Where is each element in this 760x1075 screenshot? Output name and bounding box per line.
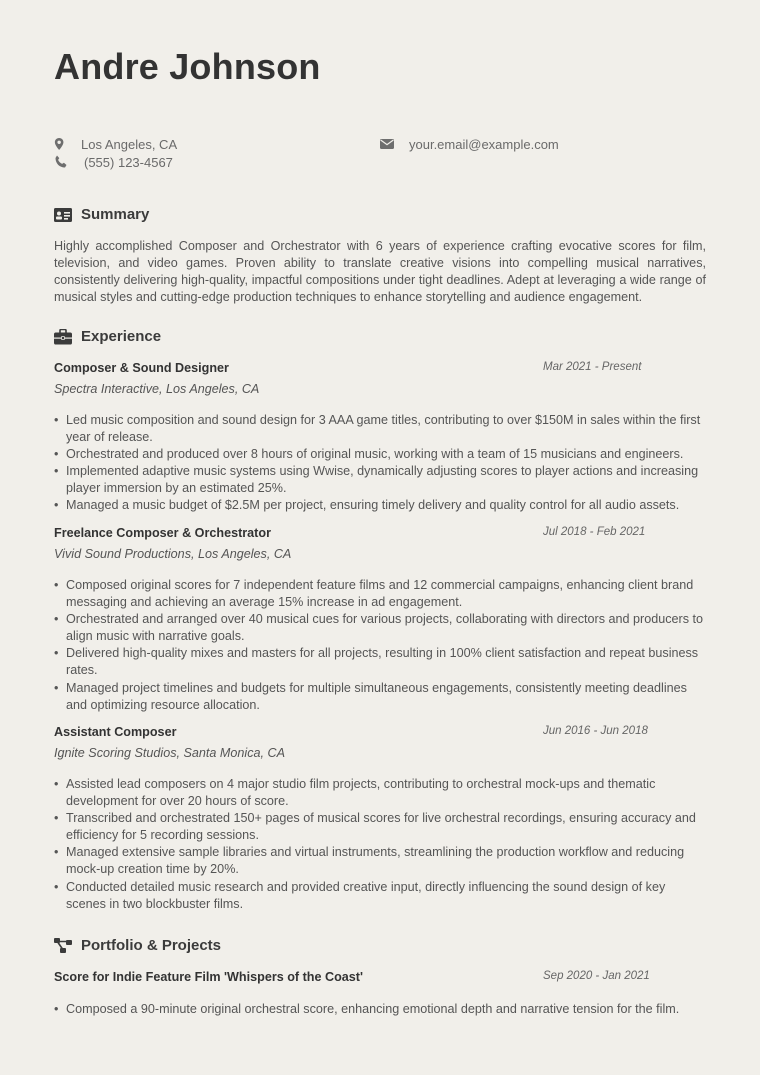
phone-icon xyxy=(54,155,68,169)
job-company: Vivid Sound Productions, Los Angeles, CA xyxy=(54,547,292,561)
candidate-name: Andre Johnson xyxy=(54,46,321,87)
email-text: your.email@example.com xyxy=(409,136,559,152)
experience-heading xyxy=(54,328,161,345)
job-bullets xyxy=(54,577,706,714)
job-title: Freelance Composer & Orchestrator xyxy=(54,526,271,540)
bullet-item: • Delivered high-quality mixes and masters for all projects, resulting in 100% client satisfaction and repeat business rates. xyxy=(54,645,706,679)
envelope-icon xyxy=(380,138,394,150)
contact-email xyxy=(380,135,559,153)
job-company: Spectra Interactive, Los Angeles, CA xyxy=(54,382,260,396)
experience-heading-text: Experience xyxy=(81,328,162,345)
bullet-item: • Transcribed and orchestrated 150+ pages of musical scores for live orchestral recordings, ensuring accuracy and efficiency for 5 recording sessions. xyxy=(54,810,706,844)
summary-heading xyxy=(54,206,149,223)
bullet-item: • Composed original scores for 7 independent feature films and 12 commercial campaigns, enhancing client brand messaging and achieving an average 15% increase in ad engagement. xyxy=(54,577,706,611)
job-title: Assistant Composer xyxy=(54,725,177,739)
job-bullets xyxy=(54,412,706,515)
bullet-item: • Composed a 90-minute original orchestral score, enhancing emotional depth and narrative tension for the film. xyxy=(54,1001,706,1018)
summary-heading-text: Summary xyxy=(81,206,150,223)
map-pin-icon xyxy=(54,137,66,151)
job-title: Composer & Sound Designer xyxy=(54,361,229,375)
bullet-item: • Managed extensive sample libraries and virtual instruments, streamlining the production workflow and reducing mock-up creation time by 20%. xyxy=(54,844,706,878)
summary-text: Highly accomplished Composer and Orchestrator with 6 years of experience crafting evocative scores for film, television, and video games. Proven ability to translate creative visions into compelling musical narratives, consistently delivering high-quality, impactful compositions under tight deadlines. Adept at leveraging a wide range of musical styles and cutting-edge production techniques to enhance storytelling and audience engagement. xyxy=(54,239,706,304)
job-company: Ignite Scoring Studios, Santa Monica, CA xyxy=(54,746,286,760)
bullet-item: • Led music composition and sound design for 3 AAA game titles, contributing to over $150M in sales within the first year of release. xyxy=(54,412,706,446)
bullet-item: • Managed a music budget of $2.5M per project, ensuring timely delivery and quality control for all audio assets. xyxy=(54,497,706,514)
phone-text: (555) 123-4567 xyxy=(84,154,173,170)
bullet-item: • Orchestrated and produced over 8 hours of original music, working with a team of 15 musicians and engineers. xyxy=(54,446,706,463)
contact-phone xyxy=(54,153,173,171)
location-text: Los Angeles, CA xyxy=(81,136,178,152)
bullet-item: • Implemented adaptive music systems using Wwise, dynamically adjusting scores to player actions and increasing player immersion by an estimated 25%. xyxy=(54,463,706,497)
project-bullets xyxy=(54,1001,706,1018)
bullet-item: • Managed project timelines and budgets for multiple simultaneous engagements, consistently meeting deadlines and optimizing resource allocation. xyxy=(54,680,706,714)
bullet-item: • Assisted lead composers on 4 major studio film projects, contributing to orchestral mock-ups and thematic development for over 20 hours of score. xyxy=(54,776,706,810)
contact-location xyxy=(54,135,177,153)
id-card-icon xyxy=(54,207,72,223)
project-title: Score for Indie Feature Film 'Whispers of the Coast' xyxy=(54,970,363,984)
briefcase-icon xyxy=(54,329,72,345)
network-icon xyxy=(54,938,72,954)
projects-heading xyxy=(54,937,221,954)
job-dates: Mar 2021 - Present xyxy=(543,361,642,373)
project-dates: Sep 2020 - Jan 2021 xyxy=(543,970,650,982)
job-bullets xyxy=(54,776,706,913)
bullet-item: • Conducted detailed music research and provided creative input, directly influencing the sound design of key scenes in two blockbuster films. xyxy=(54,879,706,913)
job-dates: Jun 2016 - Jun 2018 xyxy=(543,725,648,737)
job-dates: Jul 2018 - Feb 2021 xyxy=(543,526,646,538)
bullet-item: • Orchestrated and arranged over 40 musical cues for various projects, collaborating with directors and producers to align music with narrative goals. xyxy=(54,611,706,645)
projects-heading-text: Portfolio & Projects xyxy=(81,937,222,954)
